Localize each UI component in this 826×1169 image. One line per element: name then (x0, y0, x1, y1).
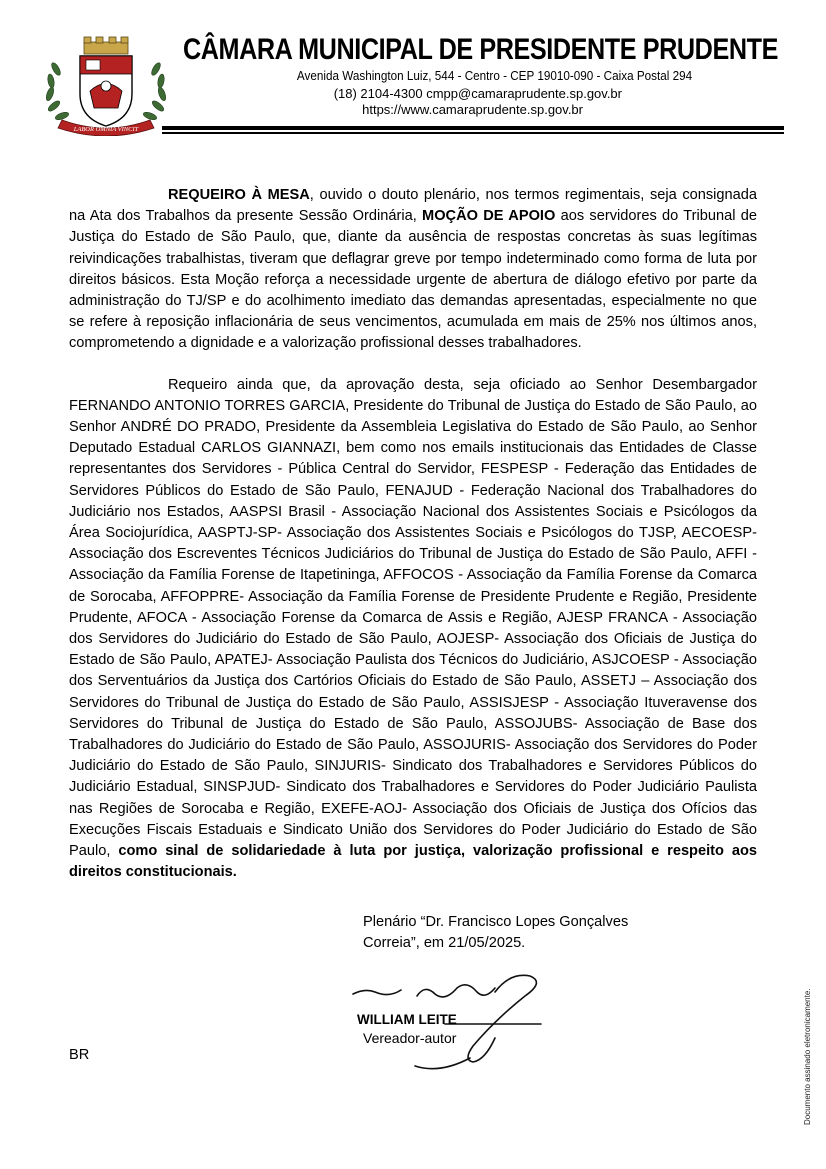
signatory-role: Vereador-autor (363, 1030, 457, 1046)
paragraph-recipients (69, 375, 757, 884)
request-text-1: , ouvido o douto plenário, nos termos regimentais, seja consignada na Ata dos Trabalhos da presente Sessão Ordinária, (69, 187, 758, 225)
closing-line-1: Plenário “Dr. Francisco Lopes Gonçalves (363, 914, 629, 930)
header-rule-thin (162, 132, 784, 134)
closing-line-2: Correia”, em 21/05/2025. (363, 935, 526, 952)
recipients-text: Requeiro ainda que, da aprovação desta, seja oficiado ao Senhor Desembargador FERNANDO ANTONIO TORRES GARCIA, Presidente do Tribunal de Justiça do Estado de São Paulo, ao Senhor ANDRÉ DO PRADO, Presidente da Assembleia Legislativa do Estado de São Paulo, ao Senhor Deputado Estadual CARLOS GIANNAZI, bem como nos emails institucionais das Entidades de Classe representantes dos Servidores - Pública Central do Servidor, FESPESP - Federação das Entidades de Servidores Públicos do Estado de São Paulo, FENAJUD - Federação Nacional dos Trabalhadores do Judiciário nos Estados, AASPSI Brasil - Associação Nacional dos Assistentes Sociais e Psicólogos da Área Sociojurídica, AASPTJ-SP- Associação dos Assistentes Sociais e Psicólogos do TJSP, AECOESP- Associação dos Escreventes Técnicos Judiciários do Tribunal de Justiça do Estado de São Paulo, AFFI - Associação da Família Forense de Itapetininga, AFFOCOS - Associação da Família Forense da Comarca de Sorocaba, AFFOPPRE- Associação da Família Forense de Presidente Prudente e Região, Presidente Prudente, AFOCA - Associação Forense da Comarca de Assis e Região, AJESP FRANCA - Associação dos Servidores do Judiciário do Estado de São Paulo, AOJESP- Associação dos Oficiais de Justiça do Estado de São Paulo, APATEJ- Associação Paulista dos Técnicos do Judiciário, ASJCOESP - Associação dos Serventuários da Justiça dos Cartórios Oficiais do Estado de São Paulo, ASSETJ – Associação dos Servidores do Tribunal de Justiça do Estado de São Paulo, ASSISJESP - Associação Ituveravense dos Servidores do Tribunal de Justiça do Estado de São Paulo, ASSOJUBS- Associação de Base dos Trabalhadores do Judiciário do Estado de São Paulo, ASSOJURIS- Associação dos Servidores do Poder Judiciário do Estado de São Paulo, SINJURIS- Sindicato dos Trabalhadores e Servidores Públicos do Judiciário Estadual, SINSPJUD- Sindicato dos Trabalhadores e Servidores do Poder Judiciário Paulista nas Regiões de Sorocaba e Região, EXEFE-AOJ- Associação dos Oficiais de Justiça dos Ofícios das Execuções Fiscais Estaduais e Sindicato União dos Servidores do Poder Judiciário do Estado de São Paulo, (69, 376, 757, 860)
electronic-signature-note: Documento assinado eletronicamente. (803, 988, 812, 1125)
signatory-name: WILLIAM LEITE (357, 1012, 457, 1027)
institution-title: CÂMARA MUNICIPAL DE PRESIDENTE PRUDENTE (183, 33, 778, 66)
website-link[interactable]: https://www.camaraprudente.sp.gov.br (362, 102, 583, 117)
header-rule-thick (162, 126, 784, 130)
request-text-2: aos servidores do Tribunal de Justiça do Estado de São Paulo, que, diante da ausência de respostas concretas às suas legítimas reivindicações trabalhistas, tiveram que deflagrar greve por tempo indeterminado como forma de luta por direitos básicos. Esta Moção reforça a necessidade urgente de abertura de diálogo efetivo por parte da administração do TJ/SP e do acolhimento imediato das demandas apresentadas, especialmente no que se refere à reposição inflacionária de seus vencimentos, acumulada em mais de 25% nos últimos anos, comprometendo a dignidade e a valorização profissional desses trabalhadores. (69, 208, 757, 352)
solidarity-statement: como sinal de solidariedade à luta por justiça, valorização profissional e respeito aos direitos constitucionais. (69, 843, 758, 881)
author-initials: BR (69, 1047, 90, 1063)
paragraph-request (69, 185, 757, 355)
contact-line: (18) 2104-4300 cmpp@camaraprudente.sp.gov.br (333, 86, 622, 101)
motion-title: MOÇÃO DE APOIO (422, 208, 556, 225)
closing-block (363, 912, 683, 954)
crest-motto: LABOR OMNIA VINCIT (73, 126, 139, 133)
municipal-crest-icon (40, 36, 185, 136)
request-lead: REQUEIRO À MESA (168, 187, 310, 203)
address-line: Avenida Washington Luiz, 544 - Centro - CEP 19010-090 - Caixa Postal 294 (296, 68, 692, 83)
letterhead (0, 0, 826, 140)
document-body (69, 185, 757, 884)
